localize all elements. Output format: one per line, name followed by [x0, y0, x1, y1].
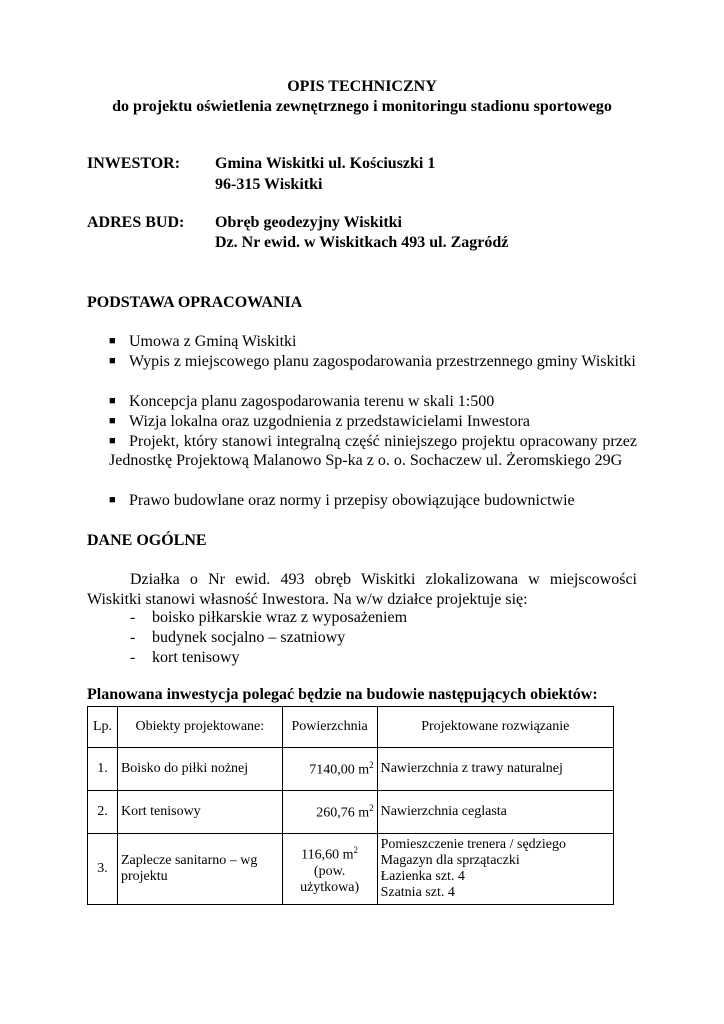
basis-item: [109, 392, 637, 411]
investment-heading: Planowana inwestycja polegać będzie na budowie następujących obiektów:: [87, 686, 598, 703]
basis-item: [109, 332, 637, 351]
dash-mark: -: [130, 649, 136, 666]
area-note: (pow. użytkowa): [300, 863, 360, 895]
investor-line2: 96-315 Wiskitki: [215, 176, 323, 193]
solution-line: Łazienka szt. 4: [380, 869, 465, 884]
general-paragraph: Działka o Nr ewid. 493 obręb Wiskitki zlokalizowana w miejscowości Wiskitki stanowi własność Inwestora. Na w/w działce projektuje się:: [87, 571, 637, 608]
investor-label: INWESTOR:: [87, 155, 181, 172]
document-title: OPIS TECHNICZNY: [287, 78, 437, 95]
basis-item: [109, 352, 637, 371]
basis-item: [109, 432, 637, 470]
address-label: ADRES BUD:: [87, 214, 185, 231]
cell-area: [282, 834, 377, 905]
bullet-icon: ■: [109, 415, 116, 427]
area-unit: m: [358, 762, 370, 778]
area-value: 116,60: [301, 847, 340, 863]
bullet-icon: ■: [109, 335, 116, 347]
basis-item-text: Prawo budowlane oraz normy i przepisy obowiązujące budownictwie: [129, 492, 575, 509]
investor-line1: Gmina Wiskitki ul. Kościuszki 1: [215, 155, 436, 172]
area-value: 260,76: [316, 805, 355, 821]
area-unit: m: [358, 805, 370, 821]
basis-item-text: Projekt, który stanowi integralną część niniejszego projektu opracowany przez Jednostkę Projektową Malanowo Sp-ka z o. o. Sochaczew ul. Żeromskiego 29G: [109, 433, 637, 469]
cell-lp: 3.: [88, 834, 118, 905]
basis-item-text: Umowa z Gminą Wiskitki: [129, 333, 297, 350]
basis-item: [109, 412, 637, 431]
area-unit: m: [342, 847, 354, 863]
cell-name: Zaplecze sanitarno – wg projektu: [117, 834, 282, 905]
address-line2: Dz. Nr ewid. w Wiskitkach 493 ul. Zagródź: [215, 234, 509, 251]
solution-line: Nawierzchnia ceglasta: [380, 804, 507, 819]
table-header-row: [88, 707, 614, 748]
dash-list-text: kort tenisowy: [152, 649, 240, 666]
cell-name: Kort tenisowy: [117, 791, 282, 834]
header-lp: Lp.: [88, 707, 118, 748]
cell-area: [282, 791, 377, 834]
objects-table: [87, 706, 614, 905]
basis-item-text: Wypis z miejscowego planu zagospodarowania przestrzennego gminy Wiskitki: [129, 353, 636, 370]
cell-area: [282, 748, 377, 791]
bullet-icon: ■: [109, 435, 116, 447]
area-value: 7140,00: [309, 762, 355, 778]
dash-mark: -: [130, 609, 136, 626]
solution-line: Magazyn dla sprzątaczki: [380, 853, 520, 868]
address-line1: Obręb geodezyjny Wiskitki: [215, 214, 402, 231]
dash-list-text: boisko piłkarskie wraz z wyposażeniem: [152, 609, 408, 626]
dash-list-text: budynek socjalno – szatniowy: [152, 629, 346, 646]
solution-line: Szatnia szt. 4: [380, 885, 455, 900]
basis-item-text: Koncepcja planu zagospodarowania terenu w skali 1:500: [129, 393, 495, 410]
cell-lp: 2.: [88, 791, 118, 834]
dash-list-item: [130, 649, 240, 667]
cell-solution: [377, 791, 613, 834]
dash-list-item: [130, 629, 346, 647]
cell-solution: [377, 748, 613, 791]
cell-lp: 1.: [88, 748, 118, 791]
header-objects: Obiekty projektowane:: [117, 707, 282, 748]
general-heading: DANE OGÓLNE: [87, 532, 207, 549]
table-row: [88, 834, 614, 905]
table-row: [88, 748, 614, 791]
basis-item-text: Wizja lokalna oraz uzgodnienia z przedstawicielami Inwestora: [129, 413, 530, 430]
bullet-icon: ■: [109, 494, 116, 506]
solution-line: Pomieszczenie trenera / sędziego: [380, 837, 566, 852]
cell-name: Boisko do piłki nożnej: [117, 748, 282, 791]
dash-list-item: [130, 609, 408, 627]
table-row: [88, 791, 614, 834]
solution-line: Nawierzchnia z trawy naturalnej: [380, 761, 563, 776]
cell-solution: [377, 834, 613, 905]
area-unit-exp: 2: [369, 759, 374, 770]
basis-item: [109, 491, 637, 510]
header-area: Powierzchnia: [282, 707, 377, 748]
area-unit-exp: 2: [369, 802, 374, 813]
header-solution: Projektowane rozwiązanie: [377, 707, 613, 748]
area-unit-exp: 2: [353, 845, 359, 856]
bullet-icon: ■: [109, 395, 116, 407]
document-subtitle: do projektu oświetlenia zewnętrznego i monitoringu stadionu sportowego: [112, 98, 612, 115]
basis-heading: PODSTAWA OPRACOWANIA: [87, 294, 303, 311]
dash-mark: -: [130, 629, 136, 646]
bullet-icon: ■: [109, 355, 116, 367]
